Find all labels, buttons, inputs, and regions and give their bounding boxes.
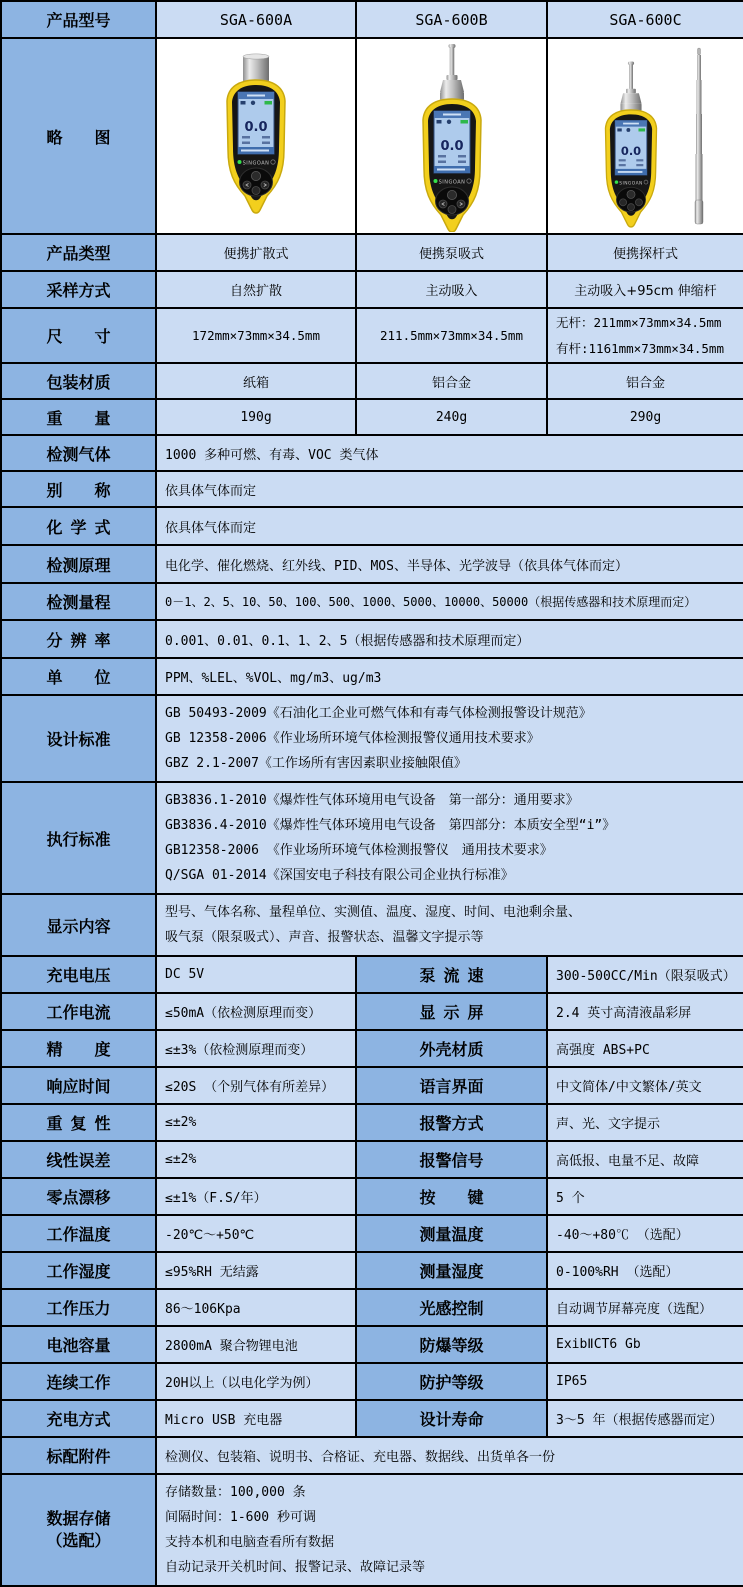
spec-row-repeatability (1, 1104, 743, 1141)
data-storage-line: 支持本机和电脑查看所有数据 (165, 1535, 335, 1550)
spec-value: IP65 (547, 1363, 743, 1400)
weight-c: 290g (547, 399, 743, 435)
spec-row-charging-method (1, 1400, 743, 1437)
spec-label: 响应时间 (46, 1077, 111, 1096)
spec-row-accuracy (1, 1030, 743, 1067)
row-sketch (1, 38, 743, 234)
resolution-value: 0.001、0.01、0.1、1、2、5（根据传感器和技术原理而定） (156, 620, 743, 658)
weight-b: 240g (356, 399, 547, 435)
spec-row-working-pressure (1, 1289, 743, 1326)
spec-label: 工作温度 (46, 1225, 111, 1244)
spec-label: 重复性 (46, 1114, 111, 1133)
row-data-storage (1, 1474, 743, 1586)
spec-value: 声、光、文字提示 (547, 1104, 743, 1141)
sketch-cell-sga-600c (547, 38, 743, 234)
spec-label: 测量温度 (419, 1225, 484, 1244)
spec-value: 高强度 ABS+PC (547, 1030, 743, 1067)
spec-value: 0-100%RH （选配） (547, 1252, 743, 1289)
row-detect-gas (1, 435, 743, 471)
row-accessories (1, 1437, 743, 1474)
formula-label: 化学式 (46, 517, 111, 537)
exec-standard-line: GB3836.4-2010《爆炸性气体环境用电气设备 第四部分：本质安全型“i”》 (165, 818, 616, 833)
spec-value: 中文简体/中文繁体/英文 (547, 1067, 743, 1104)
spec-label: 充电电压 (46, 966, 111, 985)
row-principle (1, 545, 743, 583)
units-label: 单位 (46, 668, 111, 687)
weight-a: 190g (156, 399, 356, 435)
spec-label: 防护等级 (419, 1373, 484, 1392)
spec-value: ExibⅡCT6 Gb (547, 1326, 743, 1363)
sampling-c: 主动吸入+95cm 伸缩杆 (547, 271, 743, 308)
row-resolution (1, 620, 743, 658)
spec-row-response-time (1, 1067, 743, 1104)
product-type-label: 产品类型 (46, 244, 111, 263)
exec-standard-line: GB3836.1-2010《爆炸性气体环境用电气设备 第一部分：通用要求》 (165, 793, 579, 808)
exec-standard-line: GB12358-2006 《作业场所环境气体检测报警仪 通用技术要求》 (165, 843, 553, 858)
spec-label: 电池容量 (46, 1336, 111, 1355)
sampling-a: 自然扩散 (156, 271, 356, 308)
accessories-label: 标配附件 (46, 1447, 111, 1466)
design-standard-line: GBZ 2.1-2007《工作场所有害因素职业接触限值》 (165, 756, 467, 771)
exec-standard-label: 执行标准 (46, 829, 111, 849)
sketch-cell-sga-600b (356, 38, 547, 234)
device-image-sga-600a (181, 40, 331, 232)
sketch-label: 略图 (46, 127, 111, 147)
power-led (238, 160, 242, 164)
spec-value: 高低报、电量不足、故障 (547, 1141, 743, 1178)
spec-row-working-current (1, 993, 743, 1030)
spec-value: ≤20S （个别气体有所差异） (156, 1067, 356, 1104)
row-range (1, 583, 743, 620)
display-content-label: 显示内容 (46, 916, 111, 936)
sampling-b: 主动吸入 (356, 271, 547, 308)
spec-label: 外壳材质 (419, 1040, 484, 1059)
row-size (1, 308, 743, 363)
row-sampling (1, 271, 743, 308)
power-led (614, 180, 618, 184)
product-type-b: 便携泵吸式 (356, 234, 547, 271)
row-design-standard (1, 695, 743, 782)
data-storage-optional-label: （选配） (46, 1531, 111, 1550)
sampling-label: 采样方式 (46, 281, 111, 300)
spec-label: 报警方式 (419, 1114, 484, 1133)
design-standard-line: GB 50493-2009《石油化工企业可燃气体和有毒气体检测报警设计规范》 (165, 706, 592, 721)
spec-label: 防爆等级 (419, 1336, 484, 1355)
design-standard-line: GB 12358-2006《作业场所环境气体检测报警仪通用技术要求》 (165, 731, 540, 746)
data-storage-line: 自动记录开关机时间、报警记录、故障记录等 (165, 1560, 426, 1575)
packing-c: 铝合金 (547, 363, 743, 399)
row-units (1, 658, 743, 695)
formula-value: 依具体气体而定 (156, 507, 743, 545)
design-standard-label: 设计标准 (46, 730, 111, 749)
spec-value: ≤±2% (156, 1141, 356, 1178)
display-content-line: 型号、气体名称、量程单位、实测值、温度、湿度、时间、电池剩余量、 (165, 905, 582, 920)
row-display-content (1, 894, 743, 956)
power-led (433, 179, 437, 183)
detect-gas-label: 检测气体 (46, 444, 111, 464)
principle-value: 电化学、催化燃烧、红外线、PID、MOS、半导体、光学波导（依具体气体而定） (156, 545, 743, 583)
spec-row-working-temp (1, 1215, 743, 1252)
spec-value: ≤±1%（F.S/年） (156, 1178, 356, 1215)
spec-value: 300-500CC/Min（限泵吸式） (547, 956, 743, 993)
spec-value: -40～+80℃ （选配） (547, 1215, 743, 1252)
spec-label: 连续工作 (46, 1373, 111, 1392)
principle-label: 检测原理 (46, 555, 111, 575)
product-type-a: 便携扩散式 (156, 234, 356, 271)
spec-label: 报警信号 (419, 1151, 484, 1170)
spec-row-linearity-error (1, 1141, 743, 1178)
resolution-label: 分辨率 (46, 630, 111, 650)
model-name-sga-600c: SGA-600C (547, 1, 743, 38)
spec-value: 2.4 英寸高清液晶彩屏 (547, 993, 743, 1030)
device-brand-text: SINGOAN (242, 160, 270, 167)
spec-label: 光感控制 (419, 1299, 484, 1318)
product-model-header (1, 1, 156, 38)
sketch-cell-sga-600a (156, 38, 356, 234)
spec-value: 3～5 年（根据传感器而定） (547, 1400, 743, 1437)
size-c (547, 308, 743, 363)
spec-label: 工作湿度 (46, 1262, 111, 1281)
display-content-line: 吸气泵（限泵吸式）、声音、报警状态、温馨文字提示等 (165, 930, 484, 945)
device-screen-reading: 0.0 (244, 120, 268, 135)
alias-label: 别称 (46, 480, 111, 500)
spec-label: 零点漂移 (46, 1188, 111, 1207)
spec-label: 测量湿度 (419, 1262, 484, 1281)
device-brand-text: SINGOAN (618, 181, 643, 187)
size-c-no-rod: 无杆：211mm×73mm×34.5mm (556, 314, 722, 330)
row-product-model (1, 1, 743, 38)
spec-label: 泵流速 (419, 966, 484, 985)
spec-label: 显示屏 (419, 1003, 484, 1022)
row-weight (1, 399, 743, 435)
spec-label: 按键 (419, 1188, 484, 1207)
spec-value: ≤50mA（依检测原理而变） (156, 993, 356, 1030)
spec-value: 自动调节屏幕亮度（选配） (547, 1289, 743, 1326)
row-alias (1, 471, 743, 507)
spec-value: 20H以上（以电化学为例） (156, 1363, 356, 1400)
exec-standard-line: Q/SGA 01-2014《深国安电子科技有限公司企业执行标准》 (165, 868, 514, 883)
spec-row-zero-drift (1, 1178, 743, 1215)
exec-standard-value (156, 782, 743, 894)
spec-value: Micro USB 充电器 (156, 1400, 356, 1437)
model-name-sga-600b: SGA-600B (356, 1, 547, 38)
spec-value: ≤95%RH 无结露 (156, 1252, 356, 1289)
data-storage-header (1, 1474, 156, 1586)
data-storage-label: 数据存储 (46, 1509, 111, 1528)
row-exec-standard (1, 782, 743, 894)
display-content-value (156, 894, 743, 956)
range-label: 检测量程 (46, 593, 111, 612)
product-model-label: 产品型号 (46, 11, 111, 30)
size-c-with-rod: 有杆:1161mm×73mm×34.5mm (556, 340, 724, 356)
spec-row-continuous-work (1, 1363, 743, 1400)
spec-value: 5 个 (547, 1178, 743, 1215)
size-label: 尺寸 (46, 327, 111, 346)
product-type-c: 便携探杆式 (547, 234, 743, 271)
spec-label: 设计寿命 (419, 1410, 484, 1429)
sketch-header (1, 38, 156, 234)
spec-label: 语言界面 (419, 1077, 484, 1096)
design-standard-value (156, 695, 743, 782)
detect-gas-value: 1000 多种可燃、有毒、VOC 类气体 (156, 435, 743, 471)
row-formula (1, 507, 743, 545)
telescopic-rod (695, 48, 703, 224)
weight-label: 重量 (46, 408, 111, 428)
size-a: 172mm×73mm×34.5mm (156, 308, 356, 363)
device-screen-reading: 0.0 (620, 143, 641, 158)
units-value: PPM、%LEL、%VOL、mg/m3、ug/m3 (156, 658, 743, 695)
spec-row-charge-voltage (1, 956, 743, 993)
data-storage-line: 间隔时间：1-600 秒可调 (165, 1510, 316, 1525)
accessories-value: 检测仪、包装箱、说明书、合格证、充电器、数据线、出货单各一份 (156, 1437, 743, 1474)
packing-label: 包装材质 (46, 372, 111, 392)
device-image-sga-600b (377, 40, 527, 232)
range-value: 0－1、2、5、10、50、100、500、1000、5000、10000、50000（根据传感器和技术原理而定） (156, 583, 743, 620)
packing-a: 纸箱 (156, 363, 356, 399)
device-brand-text: SINGOAN (438, 179, 465, 186)
alias-value: 依具体气体而定 (156, 471, 743, 507)
data-storage-value (156, 1474, 743, 1586)
spec-value: 86～106Kpa (156, 1289, 356, 1326)
spec-value: DC 5V (156, 956, 356, 993)
size-b: 211.5mm×73mm×34.5mm (356, 308, 547, 363)
spec-label: 工作电流 (46, 1003, 111, 1022)
row-product-type (1, 234, 743, 271)
spec-row-working-humidity (1, 1252, 743, 1289)
spec-label: 精度 (46, 1040, 111, 1059)
spec-value: ≤±2% (156, 1104, 356, 1141)
data-storage-line: 存储数量：100,000 条 (165, 1485, 306, 1500)
device-image-sga-600c (571, 40, 721, 232)
model-name-sga-600a: SGA-600A (156, 1, 356, 38)
spec-value: 2800mA 聚合物锂电池 (156, 1326, 356, 1363)
spec-label: 工作压力 (46, 1299, 111, 1318)
spec-label: 线性误差 (46, 1151, 111, 1170)
packing-b: 铝合金 (356, 363, 547, 399)
spec-row-battery (1, 1326, 743, 1363)
row-packing (1, 363, 743, 399)
spec-label: 充电方式 (46, 1410, 111, 1429)
spec-value: -20℃～+50℃ (156, 1215, 356, 1252)
device-screen-reading: 0.0 (439, 139, 464, 154)
spec-value: ≤±3%（依检测原理而变） (156, 1030, 356, 1067)
